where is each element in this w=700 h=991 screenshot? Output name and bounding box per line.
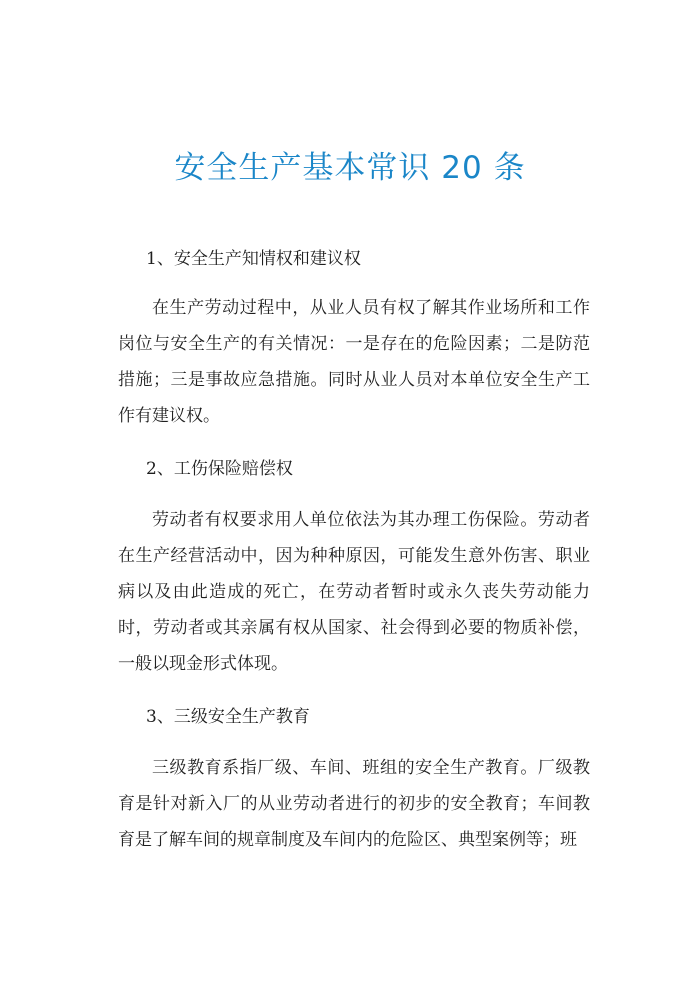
section-body-3: 三级教育系指厂级、车间、班组的安全生产教育。厂级教育是针对新入厂的从业劳动者进行的初步的安全教育；车间教育是了解车间的规章制度及车间内的危险区、典型案例等；班 [118,758,590,850]
document-title: 安全生产基本常识 20 条 [174,150,526,186]
section-heading-3: 3、三级安全生产教育 [146,707,310,727]
section-body-1: 在生产劳动过程中，从业人员有权了解其作业场所和工作岗位与安全生产的有关情况：一是存在的危险因素；二是防范措施；三是事故应急措施。同时从业人员对本单位安全生产工作有建议权。 [118,298,590,426]
section-body-2: 劳动者有权要求用人单位依法为其办理工伤保险。劳动者在生产经营活动中，因为种种原因，可能发生意外伤害、职业病以及由此造成的死亡，在劳动者暂时或永久丧失劳动能力时，劳动者或其亲属有权从国家、社会得到必要的物质补偿，一般以现金形式体现。 [118,510,590,674]
section-heading-1: 1、安全生产知情权和建议权 [146,249,361,269]
section-heading-2: 2、工伤保险赔偿权 [146,459,293,479]
